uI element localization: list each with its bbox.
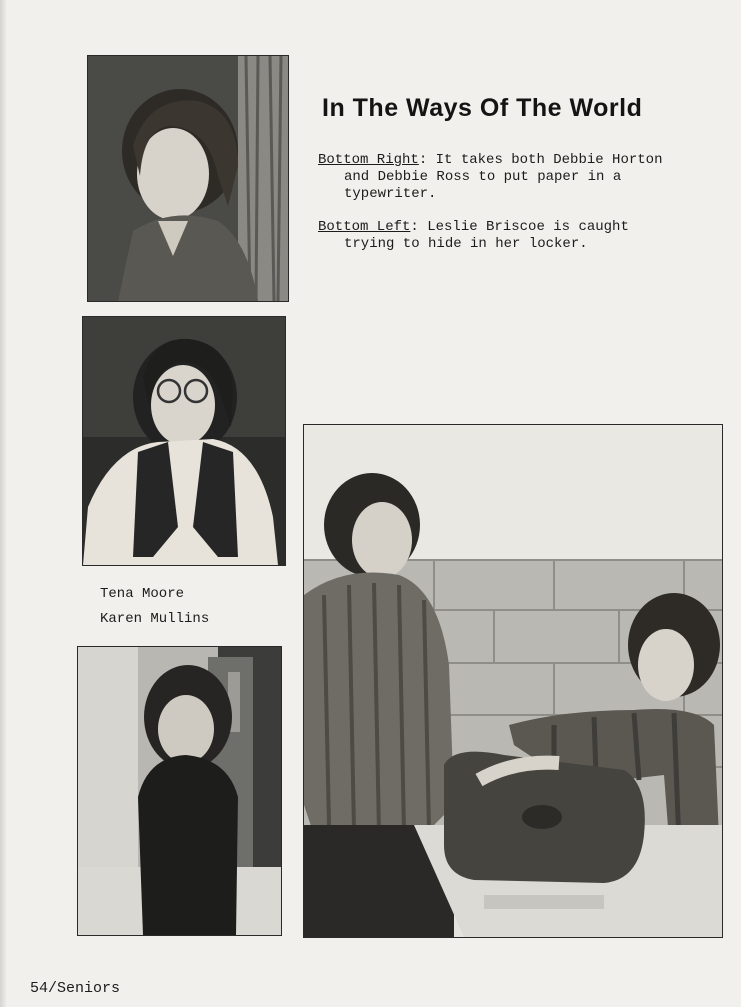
caption-text-line: : It takes both Debbie Horton	[418, 152, 663, 168]
caption-label-bottom-left: Bottom Left	[318, 219, 411, 235]
caption-text-line: typewriter.	[344, 186, 437, 202]
caption-text-line: and Debbie Ross to put paper in a	[344, 169, 622, 185]
caption-label-bottom-right: Bottom Right	[318, 152, 419, 168]
caption-text-line: trying to hide in her locker.	[344, 236, 588, 252]
page-binding-edge	[0, 0, 6, 1007]
page-number-footer: 54/Seniors	[30, 980, 121, 997]
student-name: Karen Mullins	[100, 611, 210, 627]
portrait-photo-middle	[82, 316, 286, 566]
caption-text-line: : Leslie Briscoe is caught	[410, 219, 629, 235]
locker-photo	[77, 646, 282, 936]
student-names	[100, 582, 209, 632]
typewriter-photo	[303, 424, 723, 938]
caption-bottom-right	[318, 152, 718, 203]
portrait-photo-top	[87, 55, 289, 302]
student-name: Tena Moore	[100, 586, 185, 602]
page-headline: In The Ways Of The World	[322, 94, 643, 122]
caption-bottom-left	[318, 219, 718, 253]
